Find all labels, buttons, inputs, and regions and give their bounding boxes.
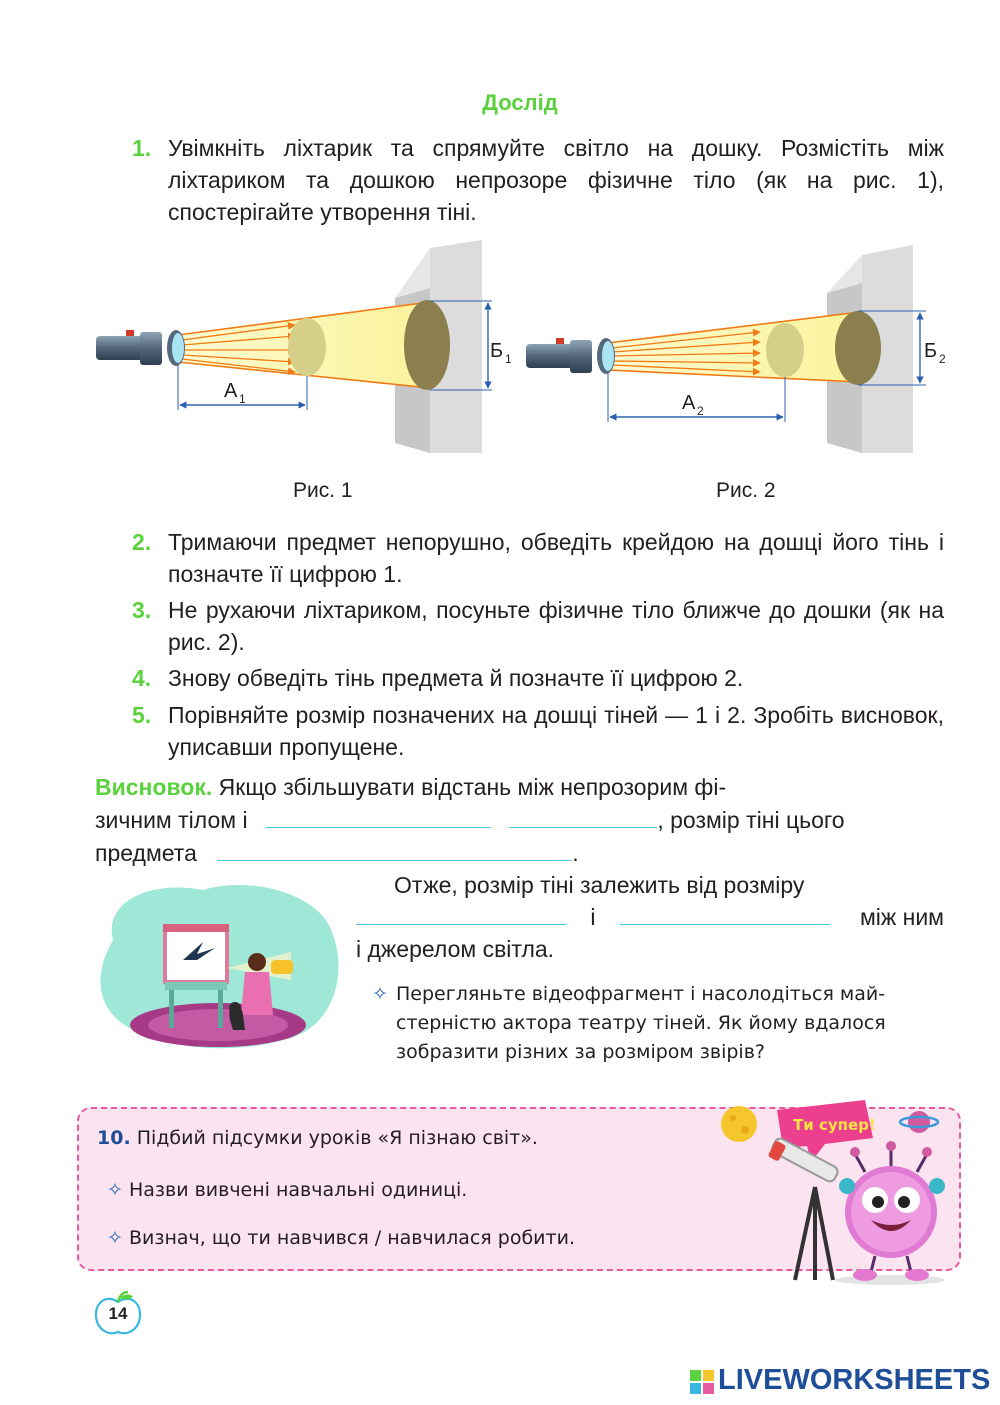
item-marker-icon: ✧ bbox=[107, 1179, 123, 1201]
conclusion-text: зичним тілом і bbox=[95, 807, 248, 833]
figure-1 bbox=[96, 240, 512, 453]
conclusion-line-3 bbox=[95, 837, 943, 869]
conclusion-line-6: і джерелом світла. bbox=[356, 936, 555, 962]
conclusion-line-2 bbox=[95, 804, 943, 836]
liveworksheets-logo-icon bbox=[690, 1370, 716, 1394]
conclusion-text: , розмір тіні цього bbox=[657, 807, 845, 833]
step-5 bbox=[132, 699, 944, 763]
fig2-a-sub: 2 bbox=[697, 404, 704, 418]
shadow-experiment-figures bbox=[90, 240, 960, 465]
conclusion-line-5 bbox=[356, 901, 944, 933]
robot-mascot-illustration bbox=[715, 1092, 955, 1287]
conclusion-text: між ним bbox=[859, 904, 944, 930]
tip-marker-icon: ✧ bbox=[372, 983, 388, 1005]
step-number: 1. bbox=[132, 135, 152, 161]
answer-blank-3[interactable] bbox=[217, 838, 572, 861]
step-text: Знову обведіть тінь предмета й позначте її цифрою 2. bbox=[168, 665, 744, 691]
task-item-text: Визнач, що ти навчився / навчилася робити. bbox=[128, 1227, 575, 1249]
answer-blank-4[interactable] bbox=[356, 902, 566, 925]
task-title-text: Підбий підсумки уроків «Я пізнаю світ». bbox=[136, 1127, 538, 1149]
figure-2 bbox=[526, 245, 946, 453]
conclusion-line-1 bbox=[95, 771, 943, 803]
fig2-b-label: Б bbox=[924, 340, 938, 362]
fig1-a-sub: 1 bbox=[239, 392, 246, 406]
conclusion-line-4: Отже, розмір тіні залежить від розміру bbox=[394, 872, 805, 898]
conclusion-text: . bbox=[572, 840, 579, 866]
tip-line: зобразити різних за розміром звірів? bbox=[396, 1041, 765, 1063]
fig2-caption: Рис. 2 bbox=[716, 479, 776, 502]
conclusion-label: Висновок. bbox=[95, 774, 213, 800]
step-number: 3. bbox=[132, 597, 152, 623]
shadow-theatre-illustration bbox=[93, 880, 343, 1055]
task-number: 10. bbox=[97, 1127, 131, 1149]
step-number: 4. bbox=[132, 665, 152, 691]
experiment-title: Дослід bbox=[482, 90, 558, 115]
fig1-a-label: А bbox=[224, 380, 238, 402]
step-number: 2. bbox=[132, 529, 152, 555]
watermark-text: LIVEWORKSHEETS bbox=[718, 1364, 991, 1396]
video-tip bbox=[372, 980, 944, 1067]
fig2-b-sub: 2 bbox=[939, 352, 946, 366]
fig1-caption: Рис. 1 bbox=[293, 479, 353, 502]
answer-blank-2[interactable] bbox=[509, 805, 657, 828]
conclusion-text: предмета bbox=[95, 840, 197, 866]
item-marker-icon: ✧ bbox=[107, 1227, 123, 1249]
answer-blank-1[interactable] bbox=[266, 805, 491, 828]
step-2 bbox=[132, 526, 944, 590]
page-number: 14 bbox=[108, 1304, 128, 1323]
step-text: Порівняйте розмір позначених на дошці тіней — 1 і 2. Зробіть висновок, уписавши пропущене. bbox=[168, 702, 944, 760]
conclusion-text: Якщо збільшувати відстань між непрозорим фі- bbox=[218, 774, 727, 800]
step-3 bbox=[132, 594, 944, 658]
praise-bubble-text: Ти супер! bbox=[793, 1116, 876, 1134]
fig1-b-label: Б bbox=[490, 340, 504, 362]
answer-blank-5[interactable] bbox=[620, 902, 830, 925]
step-text: Увімкніть ліхтарик та спрямуйте світло на дошку. Розмістіть між ліхтариком та дошкою непрозоре фізичне тіло (як на рис. 1), спостерігайте утворення тіні. bbox=[168, 135, 944, 225]
fig2-a-label: А bbox=[682, 392, 696, 414]
fig1-b-sub: 1 bbox=[505, 352, 512, 366]
step-text: Не рухаючи ліхтариком, посуньте фізичне тіло ближче до дошки (як на рис. 2). bbox=[168, 597, 944, 655]
tip-line: Перегляньте відеофрагмент і насолодіться май- bbox=[396, 983, 886, 1005]
step-4 bbox=[132, 662, 944, 694]
step-number: 5. bbox=[132, 702, 152, 728]
task-10-item-1 bbox=[107, 1179, 467, 1201]
tip-line: стерністю актора театру тіней. Як йому вдалося bbox=[396, 1012, 886, 1034]
task-item-text: Назви вивчені навчальні одиниці. bbox=[128, 1179, 468, 1201]
conclusion-text: і bbox=[590, 904, 596, 930]
task-10-item-2 bbox=[107, 1227, 575, 1249]
task-10-title bbox=[97, 1127, 538, 1149]
step-1 bbox=[132, 132, 944, 228]
step-text: Тримаючи предмет непорушно, обведіть крейдою на дошці його тінь і позначте її цифрою 1. bbox=[168, 529, 944, 587]
